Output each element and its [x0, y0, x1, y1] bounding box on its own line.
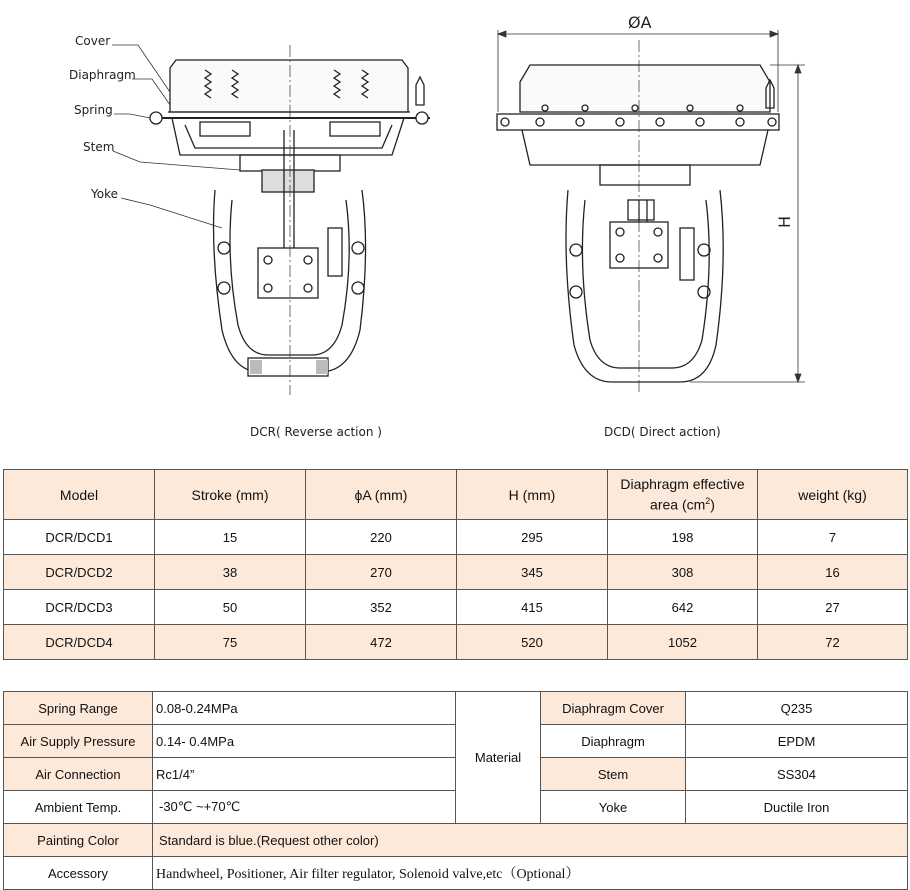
- table-row: [4, 692, 908, 725]
- value-air-supply: 0.14- 0.4MPa: [153, 725, 456, 758]
- material-value: Ductile Iron: [686, 791, 908, 824]
- table-row: [4, 824, 908, 857]
- cell-weight: 27: [758, 590, 908, 625]
- cell-area: 1052: [608, 625, 758, 660]
- cell-model: DCR/DCD3: [4, 590, 155, 625]
- header-stroke: Stroke (mm): [155, 470, 306, 520]
- label-air-connection: Air Connection: [4, 758, 153, 791]
- cell-weight: 7: [758, 520, 908, 555]
- cell-stroke: 15: [155, 520, 306, 555]
- callout-spring: Spring: [74, 103, 113, 117]
- cell-model: DCR/DCD2: [4, 555, 155, 590]
- material-part: Diaphragm: [541, 725, 686, 758]
- callout-cover: Cover: [75, 34, 111, 48]
- material-part: Stem: [541, 758, 686, 791]
- cell-phi-a: 220: [306, 520, 457, 555]
- cell-stroke: 75: [155, 625, 306, 660]
- material-part: Diaphragm Cover: [541, 692, 686, 725]
- header-phi-a: ϕA (mm): [306, 470, 457, 520]
- label-ambient-temp: Ambient Temp.: [4, 791, 153, 824]
- value-air-connection: Rc1/4”: [153, 758, 456, 791]
- dimension-h-label: H: [775, 215, 794, 228]
- cell-phi-a: 270: [306, 555, 457, 590]
- cell-model: DCR/DCD4: [4, 625, 155, 660]
- label-spring-range: Spring Range: [4, 692, 153, 725]
- material-value: EPDM: [686, 725, 908, 758]
- cell-phi-a: 472: [306, 625, 457, 660]
- caption-reverse-action: DCR( Reverse action ): [250, 425, 382, 439]
- cell-stroke: 50: [155, 590, 306, 625]
- table-row: [4, 555, 908, 590]
- header-area-line2: area (cm: [650, 496, 706, 513]
- value-accessory: Handwheel, Positioner, Air filter regulator, Solenoid valve,etc（Optional）: [153, 857, 908, 890]
- cell-model: DCR/DCD1: [4, 520, 155, 555]
- value-painting-color: Standard is blue.(Request other color): [153, 824, 908, 857]
- cell-area: 308: [608, 555, 758, 590]
- header-model: Model: [4, 470, 155, 520]
- dimension-a-label: ØA: [628, 13, 652, 32]
- cell-h: 415: [457, 590, 608, 625]
- cell-weight: 72: [758, 625, 908, 660]
- properties-table: [3, 691, 908, 890]
- header-diaphragm-area: [608, 470, 758, 520]
- label-accessory: Accessory: [4, 857, 153, 890]
- callout-diaphragm: Diaphragm: [69, 68, 136, 82]
- header-h: H (mm): [457, 470, 608, 520]
- value-spring-range: 0.08-0.24MPa: [153, 692, 456, 725]
- callout-yoke: Yoke: [91, 187, 118, 201]
- label-air-supply: Air Supply Pressure: [4, 725, 153, 758]
- cell-h: 345: [457, 555, 608, 590]
- header-area-end: ): [710, 496, 715, 513]
- table-row: [4, 520, 908, 555]
- label-material: Material: [456, 692, 541, 824]
- table-row: [4, 590, 908, 625]
- cell-h: 295: [457, 520, 608, 555]
- cell-stroke: 38: [155, 555, 306, 590]
- material-part: Yoke: [541, 791, 686, 824]
- direct-action-actuator: [497, 65, 779, 382]
- value-ambient-temp: -30℃ ~+70℃: [153, 791, 456, 824]
- caption-direct-action: DCD( Direct action): [604, 425, 721, 439]
- callout-stem: Stem: [83, 140, 115, 154]
- cell-area: 642: [608, 590, 758, 625]
- table-row: [4, 625, 908, 660]
- material-value: SS304: [686, 758, 908, 791]
- specification-table: [3, 469, 908, 660]
- cell-h: 520: [457, 625, 608, 660]
- spec-header-row: [4, 470, 908, 520]
- material-value: Q235: [686, 692, 908, 725]
- table-row: [4, 857, 908, 890]
- header-area-sup: 2: [705, 495, 711, 506]
- cell-area: 198: [608, 520, 758, 555]
- cell-phi-a: 352: [306, 590, 457, 625]
- header-weight: weight (kg): [758, 470, 908, 520]
- label-painting-color: Painting Color: [4, 824, 153, 857]
- header-area-line1: Diaphragm effective: [620, 475, 745, 492]
- cell-weight: 16: [758, 555, 908, 590]
